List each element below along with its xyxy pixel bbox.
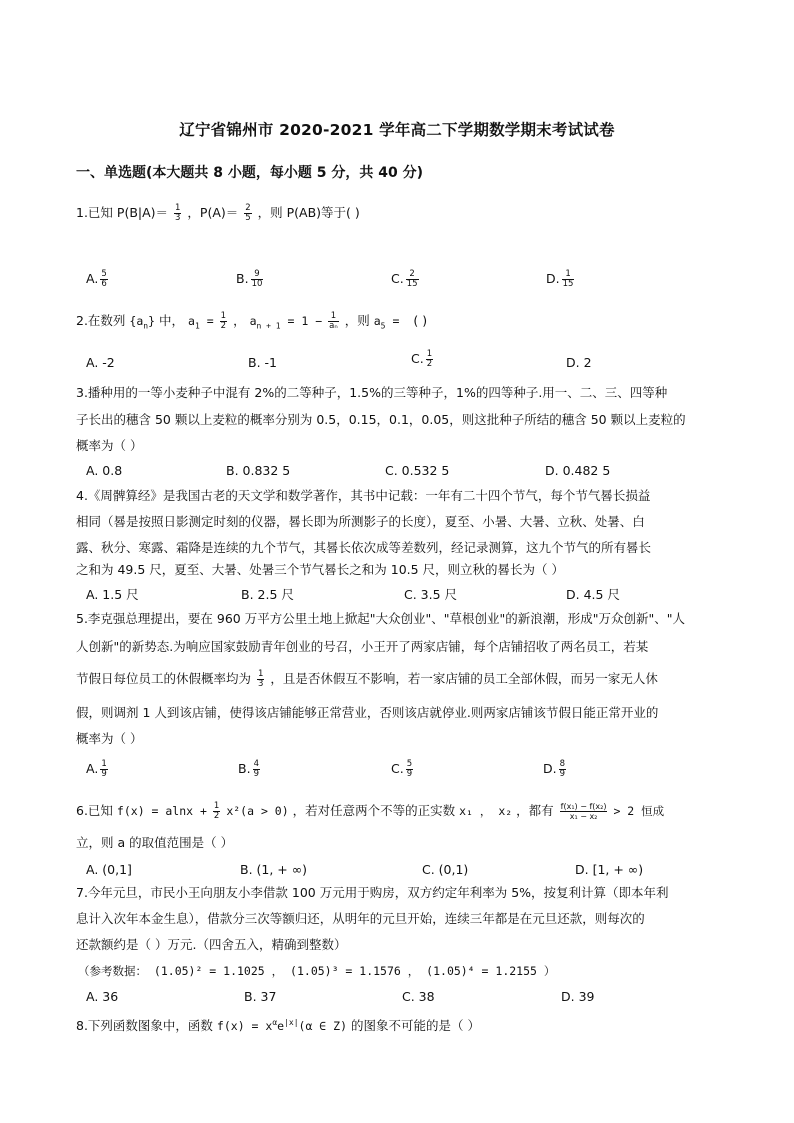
q4-option-a[interactable]: A. 1.5 尺	[86, 587, 139, 602]
q2-option-a[interactable]: A. -2	[86, 355, 115, 370]
question-5-line-2: 人创新"的新势态.为响应国家鼓励青年创业的号召，小王开了两家店铺，每个店铺招收了两名员工，若某	[76, 639, 649, 654]
question-7-line-1: 7.今年元旦，市民小王向朋友小李借款 100 万元用于购房，双方约定年利率为 5%，按复利计算（即本年利	[76, 885, 669, 900]
q5-option-b[interactable]: B. $\frac{4}{9}$	[238, 759, 259, 779]
q5-option-c[interactable]: C. $\frac{5}{9}$	[391, 759, 413, 779]
q4-option-c[interactable]: C. 3.5 尺	[404, 587, 458, 602]
q7-option-a[interactable]: A. 36	[86, 989, 119, 1004]
q3-option-d[interactable]: D. 0.482 5	[545, 463, 611, 478]
q2-option-d[interactable]: D. 2	[566, 355, 592, 370]
q7-option-c[interactable]: C. 38	[402, 989, 435, 1004]
q1-option-b[interactable]: B. $\frac{9}{10}$	[236, 269, 263, 289]
question-4-line-1: 4.《周髀算经》是我国古老的天文学和数学著作，其书中记载：一年有二十四个节气，每个节气晷长损益	[76, 488, 651, 503]
q1-option-d[interactable]: D. $\frac{1}{15}$	[546, 269, 574, 289]
section-heading: 一、单选题(本大题共 8 小题，每小题 5 分，共 40 分)	[76, 165, 424, 181]
q6-option-a[interactable]: A. (0,1]	[86, 862, 132, 877]
question-4-line-3: 露、秋分、寒露、霜降是连续的九个节气，其晷长依次成等差数列，经记录测算，这九个节气的所有晷长	[76, 540, 652, 555]
exam-title: 辽宁省锦州市 2020-2021 学年高二下学期数学期末考试试卷	[179, 121, 615, 139]
question-1: 1.已知 P(B|A)＝ $\frac{1}{3}$ ，P(A)＝ $\frac{2}{5}$ ，则 P(AB)等于( )	[76, 203, 360, 223]
question-4-line-4: 之和为 49.5 尺，夏至、大暑、处暑三个节气晷长之和为 10.5 尺，则立秋的晷长为（ ）	[76, 562, 565, 577]
q4-option-b[interactable]: B. 2.5 尺	[241, 587, 294, 602]
q6-option-b[interactable]: B. (1, + ∞)	[240, 862, 308, 877]
fraction: $\frac{1}{3}$	[175, 203, 181, 223]
fraction: $\frac{2}{5}$	[245, 203, 251, 223]
question-7-line-3: 还款额约是（ ）万元.（四舍五入，精确到整数）	[76, 937, 347, 952]
q2-option-c[interactable]: C. $\frac{1}{2}$	[411, 349, 433, 369]
question-3-line-3: 概率为（ ）	[76, 438, 143, 453]
q1-option-c[interactable]: C. $\frac{2}{15}$	[391, 269, 418, 289]
q7-option-b[interactable]: B. 37	[244, 989, 277, 1004]
question-6-line-2: 立，则 a 的取值范围是（ ）	[76, 835, 234, 850]
question-2: 2.在数列 $\{a_n\}$ 中， $a_1$ = $\frac{1}{2}$ ， $a_{n + 1} = 1$ − $\frac{1}{\text{aₙ}}$ ，则 $a_5$ = ( )	[76, 311, 428, 331]
question-6-line-1: 6.已知 f(x) = alnx + $\frac{1}{2}$ x²(a > 0) ，若对任意两个不等的正实数 x₁ ， x₂ ，都有 $\frac{\text{f(x₁) − f(x₂)}}{\text{x₁ − x₂}}$ > 2 恒成	[76, 801, 665, 821]
question-4-line-2: 相同（晷是按照日影测定时刻的仪器，晷长即为所测影子的长度），夏至、小暑、大暑、立秋、处暑、白	[76, 514, 645, 529]
q5-option-d[interactable]: D. $\frac{8}{9}$	[543, 759, 566, 779]
question-3-line-1: 3.播种用的一等小麦种子中混有 2%的二等种子，1.5%的三等种子，1%的四等种子.用一、二、三、四等种	[76, 385, 668, 400]
q4-option-d[interactable]: D. 4.5 尺	[566, 587, 620, 602]
q3-option-a[interactable]: A. 0.8	[86, 463, 123, 478]
q2-option-b[interactable]: B. -1	[248, 355, 277, 370]
question-5-line-4: 假，则调剂 1 人到该店铺，使得该店铺能够正常营业，否则该店就停业.则两家店铺该节假日能正常开业的	[76, 705, 659, 720]
q5-option-a[interactable]: A. $\frac{1}{9}$	[86, 759, 107, 779]
question-3-line-2: 子长出的穗含 50 颗以上麦粒的概率分别为 0.5，0.15，0.1，0.05，则这批种子所结的穗含 50 颗以上麦粒的	[76, 412, 686, 427]
q7-option-d[interactable]: D. 39	[561, 989, 595, 1004]
question-7-reference: （参考数据： (1.05)² = 1.1025 ， (1.05)³ = 1.1576 ， (1.05)⁴ = 1.2155 ）	[78, 964, 556, 978]
q3-option-c[interactable]: C. 0.532 5	[385, 463, 450, 478]
question-5-line-1: 5.李克强总理提出，要在 960 万平方公里土地上掀起"大众创业"、"草根创业"的新浪潮，形成"万众创新"、"人	[76, 611, 685, 626]
question-8: 8.下列函数图象中，函数 $f(x) = x^\alpha e^{|x|}(\alpha$ ∈ Z) 的图象不可能的是（ ）	[76, 1017, 480, 1033]
question-7-line-2: 息计入次年本金生息），借款分三次等额归还，从明年的元旦开始，连续三年都是在元旦还款，则每次的	[76, 911, 645, 926]
q6-option-d[interactable]: D. [1, + ∞)	[575, 862, 644, 877]
q1-option-a[interactable]: A. $\frac{5}{6}$	[86, 269, 107, 289]
question-5-line-5: 概率为（ ）	[76, 731, 143, 746]
q3-option-b[interactable]: B. 0.832 5	[226, 463, 291, 478]
question-5-line-3: 节假日每位员工的休假概率均为 $\frac{1}{3}$ ，且是否休假互不影响，若一家店铺的员工全部休假，而另一家无人休	[76, 669, 658, 689]
q6-option-c[interactable]: C. (0,1)	[422, 862, 469, 877]
